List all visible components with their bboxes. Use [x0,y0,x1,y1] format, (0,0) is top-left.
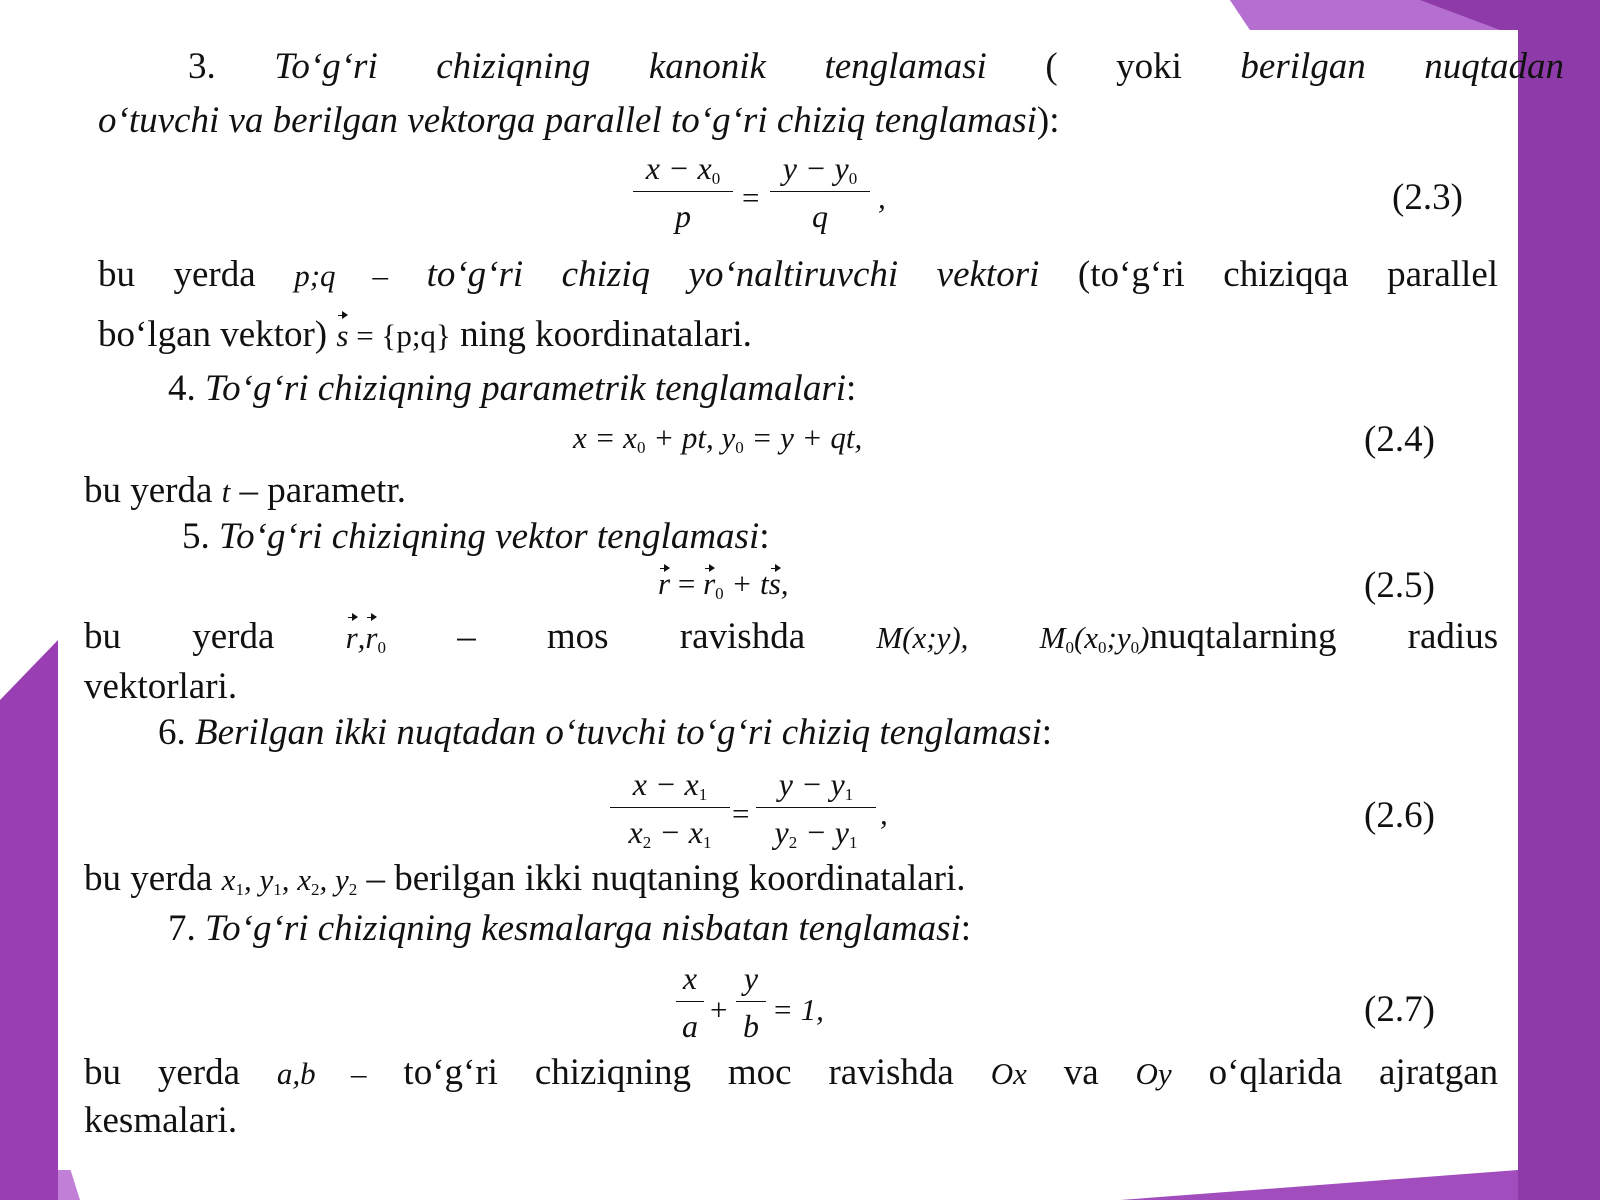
var-pq: p;q – [294,258,389,293]
item-title-cont: berilgan nuqtadan [1240,46,1565,87]
eq-2-7-number: (2.7) [1364,989,1435,1030]
eq-2-4: $x = x_0$ + pt, $y_0 = y$ + qt, [573,420,863,457]
eq-2-6-frac-left: $x - x_1$ $x_2 - x_1$ [610,766,730,851]
item-3-desc-line-2: bo‘lgan vektor) s = {p;q} ning koordinatalari. [98,312,752,359]
item-7-heading: 7. To‘g‘ri chiziqning kesmalarga nisbatan tenglamasi: [168,908,972,949]
item-7-desc-line-1: bu yerda a,b – to‘g‘ri chiziqning moc ravishda Ox va Oy o‘qlarida ajratgan [84,1052,1499,1093]
paren-close: ): [1036,100,1060,141]
eq-2-7-frac-y: y b [736,960,766,1045]
item-6-heading: 6. Berilgan ikki nuqtadan o‘tuvchi to‘g‘ri chiziq tenglamasi: [158,712,1053,753]
item-3-desc-line-1: bu yerda p;q – to‘g‘ri chiziq yo‘naltiruvchi vektori (to‘g‘ri chiziqqa parallel [98,254,1499,295]
vector-s: s [336,313,348,359]
item-5-desc-line-2: vektorlari. [84,666,238,707]
eq-2-6-comma: , [880,796,888,831]
item-title: To‘g‘ri chiziqning kanonik tenglamasi [274,46,987,87]
eq-2-3-comma: , [878,180,886,215]
item-5-desc-line-1: bu yerda $r,r_0$ – mos ravishda M(x;y), $M_0(x_0;y_0)nuqtalarning$ radius [84,614,1498,661]
eq-2-3-frac-left: $x - x_0$ p [633,150,733,235]
eq-2-7-frac-x: x a [676,960,704,1045]
item-7-desc-line-2: kesmalari. [84,1100,238,1141]
eq-2-3-equals: = [740,180,761,215]
item-4-desc: bu yerda t – parametr. [84,470,406,511]
item-5-heading: 5. To‘g‘ri chiziqning vektor tenglamasi: [182,516,770,557]
eq-2-3-frac-right: $y - y_0$ q [770,150,870,235]
paren-open: ( [1045,46,1058,87]
direction-vector-term: to‘g‘ri chiziq yo‘naltiruvchi vektori [426,254,1040,295]
eq-2-6-frac-right: $y - y_1$ $y_2 - y_1$ [756,766,876,851]
purple-corner-left [0,640,58,1200]
document-page [58,30,1565,1170]
eq-2-7-plus: + [708,992,729,1027]
eq-2-5: $r = r_0$ + ts, [658,566,789,603]
eq-2-6-equals: = [730,796,751,831]
eq-2-4-number: (2.4) [1364,419,1435,460]
eq-2-7-rhs: = 1, [772,992,824,1027]
eq-2-6-number: (2.6) [1364,795,1435,836]
item-6-desc: bu yerda $x_1$, $y_1$, $x_2$, $y_2$ – berilgan ikki nuqtaning koordinatalari. [84,858,966,899]
item-title-cont-2: o‘tuvchi va berilgan vektorga parallel to‘g‘ri chiziq tenglamasi [98,100,1037,141]
word-yoki: yoki [1116,46,1182,87]
item-number: 3. [188,46,216,87]
item-4-heading: 4. To‘g‘ri chiziqning parametrik tenglamalari: [168,368,857,409]
eq-2-5-number: (2.5) [1364,565,1435,606]
eq-2-3-number: (2.3) [1392,177,1463,218]
item-3-line-1 [188,44,1564,90]
item-3-line-2 [98,98,1059,144]
